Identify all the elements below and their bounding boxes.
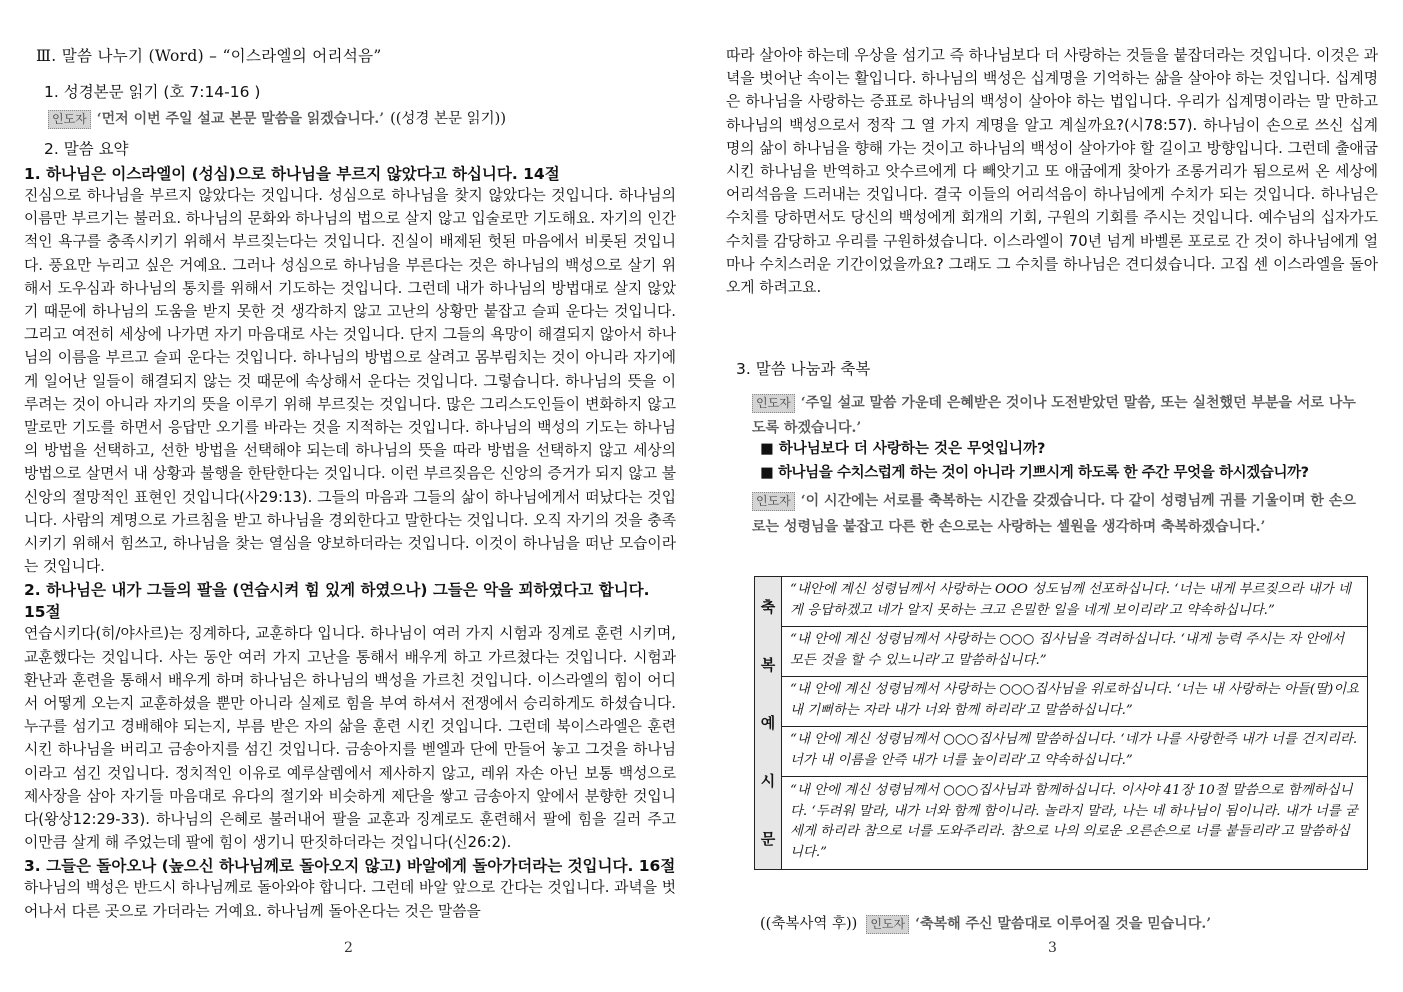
- leader-sharing-text: ‘주일 설교 말씀 가운데 은혜받은 것이나 도전받았던 말씀, 또는 실천했던 부분을 서로 나누도록 하겠습니다.’: [752, 395, 1356, 436]
- closing-line: [760, 912, 1211, 934]
- question-item: ■ 하나님을 수치스럽게 하는 것이 아니라 기쁘시게 하도록 한 주간 무엇을 하시겠습니까?: [760, 465, 1309, 481]
- side-char: 시: [760, 772, 776, 790]
- leader-reading-text: ‘먼저 이번 주일 설교 본문 말씀을 읽겠습니다.’: [96, 111, 385, 127]
- question-item: ■ 하나님보다 더 사랑하는 것은 무엇입니까?: [760, 441, 1046, 457]
- reading-instruction: [48, 107, 506, 129]
- leader-blessing-text: ‘이 시간에는 서로를 축복하는 시간을 갖겠습니다. 다 같이 성령님께 귀를 기울이며 한 손으로는 성령님을 붙잡고 다른 한 손으로는 사랑하는 셀원을 생각하며 축복하겠습니다.’: [752, 493, 1356, 535]
- side-char: 문: [760, 830, 776, 848]
- right-page: [702, 0, 1403, 992]
- side-char: 예: [760, 714, 776, 732]
- side-char: 축: [760, 598, 776, 616]
- closing-leader-text: ‘축복해 주신 말씀대로 이루어질 것을 믿습니다.’: [915, 916, 1212, 932]
- leader-tag: 인도자: [752, 394, 795, 413]
- point1-title: 1. 하나님은 이스라엘이 (성심)으로 하나님을 부르지 않았다고 하십니다. 14절: [24, 165, 560, 183]
- blessing-item: “내 안에 계신 성령님께서 ○○○집사님께 말씀하십니다. ‘네가 나를 사랑한즉 내가 너를 건지리라. 너가 내 이름을 안즉 내가 너를 높이리라’고 약속하십니다.”: [782, 726, 1368, 776]
- sharing-instruction: [752, 390, 1368, 440]
- point3-body: 하나님의 백성은 반드시 하나님께로 돌아와야 합니다. 그런데 바알 앞으로 간다는 것입니다. 과녁을 벗어나서 다른 곳으로 가더라는 거예요. 하나님께 돌아온다는 것은 말씀을: [24, 879, 676, 920]
- blessing-item: “내 안에 계신 성령님께서 사랑하는 ○○○집사님을 위로하십니다. ‘너는 내 사랑하는 아들(딸)이요 내 기뻐하는 자라 내가 너와 함께 하리라’고 말씀하십니다.”: [782, 676, 1368, 726]
- summary-body: [24, 162, 676, 923]
- point3-title: 3. 그들은 돌아오나 (높으신 하나님께로 돌아오지 않고) 바알에게 돌아가더라는 것입니다. 16절: [24, 857, 676, 876]
- blessing-instruction: [752, 488, 1368, 539]
- heading-summary: 2. 말씀 요약: [44, 140, 129, 158]
- leader-tag: 인도자: [48, 110, 91, 129]
- continued-body: 따라 살아야 하는데 우상을 섬기고 즉 하나님보다 더 사랑하는 것들을 붙잡더라는 것입니다. 이것은 과녁을 벗어난 속이는 활입니다. 하나님의 백성은 십계명을 기억하는 삶을 살아야 하는 것입니다. 십계명은 하나님을 사랑하는 증표로 하나님의 백성이 살아야 하는 법입니다. 우리가 십계명이라는 말 만하고 하나님의 백성으로서 정작 그 열 가지 계명을 알고 계실까요?(시78:57). 하나님이 손으로 쓰신 십계명의 삶이 하나님을 향해 가는 것이고 하나님의 백성이 살아가야 할 길이고 방향입니다. 그런데 출애굽 시킨 하나님을 반역하고 앗수르에게 다 빼앗기고 또 애굽에게 찾아가 조롱거리가 됨으로써 온 세상에 어리석음을 드러내는 것입니다. 결국 이들의 어리석음이 하나님에게 수치가 되는 것입니다. 하나님은 수치를 당하면서도 당신의 백성에게 회개의 기회, 구원의 기회를 주시는 것입니다. 예수님의 십자가도 수치를 감당하고 우리를 구원하셨습니다. 이스라엘이 70년 넘게 바벨론 포로로 간 것이 하나님에게 얼마나 수치스러운 기간이었을까요? 그래도 그 수치를 하나님은 견디셨습니다. 고집 센 이스라엘을 돌아오게 하려고요.: [726, 47, 1378, 297]
- heading-sharing-blessing: 3. 말씀 나눔과 축복: [736, 360, 871, 378]
- page-number-left: 2: [344, 940, 353, 956]
- leader-tag: 인도자: [866, 915, 909, 934]
- section-title: Ⅲ. 말씀 나누기 (Word) – “이스라엘의 어리석음”: [36, 47, 382, 65]
- side-char: 복: [760, 656, 776, 674]
- leader-tag: 인도자: [752, 492, 795, 511]
- blessing-item: “내 안에 계신 성령님께서 ○○○집사님과 함께하십니다. 이사야 41장 10절 말씀으로 함께하십니다. ‘두려워 말라, 내가 너와 함께 함이니라. 놀라지 말라, 나는 네 하나님이 됨이니라. 내가 너를 굳세게 하리라 참으로 너를 도와주리라. 참으로 나의 의로운 오른손으로 너를 붙들리라’고 말씀하십니다.”: [782, 776, 1368, 870]
- point1-body: 진심으로 하나님을 부르지 않았다는 것입니다. 성심으로 하나님을 찾지 않았다는 것입니다. 하나님의 이름만 부르기는 불러요. 하나님의 문화와 하나님의 법으로 살지 않고 입술로만 기도해요. 자기의 인간적인 욕구를 충족시키기 위해서 부르짖는다는 것입니다. 진실이 배제된 헛된 마음에서 비롯된 것입니다. 풍요만 누리고 싶은 거예요. 그러나 성심으로 하나님을 부른다는 것은 하나님의 백성으로 살기 위해서 도우심과 하나님의 통치를 위해서 기도하는 것입니다. 그런데 내가 하나님의 방법대로 살지 않았기 때문에 하나님의 도움을 받지 못한 것 생각하지 않고 고난의 상황만 붙잡고 슬피 운다는 것입니다. 그리고 여전히 세상에 나가면 자기 마음대로 사는 것입니다. 단지 그들의 욕망이 해결되지 않아서 하나님의 이름을 부르고 슬피 운다는 것입니다. 하나님의 방법으로 살려고 몸부림치는 것이 아니라 자기에게 일어난 일들이 해결되지 않는 것 때문에 속상해서 운다는 것입니다. 그렇습니다. 하나님의 뜻을 이루려는 것이 아니라 자기의 뜻을 이루기 위해 부르짖는 것입니다. 많은 그리스도인들이 변화하지 않고 말로만 기도를 하면서 응답만 오기를 바라는 것을 지적하는 것입니다. 하나님의 백성의 기도는 하나님의 방법을 선택하고, 선한 방법을 선택해야 되는데 하나님의 뜻을 따라 방법을 선택하지 않고 세상의 방법으로 살면서 내 상황과 불행을 한탄한다는 것입니다. 이런 부르짖음은 신앙의 증거가 되지 않고 불신앙의 절망적인 표현인 것입니다(사29:13). 그들의 마음과 그들의 삶이 하나님에게서 떠났다는 것입니다. 사람의 계명으로 가르침을 받고 하나님을 경외한다고 말한다는 것입니다. 오직 자기의 것을 충족시키기 위해서 힘쓰고, 하나님을 찾는 열심을 양보하더라는 것입니다. 이것이 하나님을 떠난 모습이라는 것입니다.: [24, 187, 676, 576]
- closing-note: ((축복사역 후)): [760, 916, 858, 932]
- page-number-right: 3: [1048, 940, 1057, 956]
- reading-note: ((성경 본문 읽기)): [390, 111, 506, 127]
- point2-title: 2. 하나님은 내가 그들의 팔을 (연습시켜 힘 있게 하였으나) 그들은 악을 꾀하였다고 합니다. 15절: [24, 581, 650, 622]
- blessing-item: “내안에 계신 성령님께서 사랑하는 OOO 성도님께 선포하십니다. ‘너는 내게 부르짖으라 내가 네게 응답하겠고 네가 알지 못하는 크고 은밀한 일을 네게 보이리라’고 약속하십니다.”: [782, 577, 1368, 627]
- question-list: [760, 437, 1400, 485]
- left-page: [0, 0, 700, 992]
- point2-body: 연습시키다(히/야사르)는 징계하다, 교훈하다 입니다. 하나님이 여러 가지 시험과 징계로 훈련 시키며, 교훈했다는 것입니다. 사는 동안 여러 가지 고난을 통해서 배우게 하고 가르쳤다는 것입니다. 시험과 환난과 훈련을 통해서 배우게 하며 하나님은 하나님의 백성을 가르친 것입니다. 이스라엘의 힘이 어디서 어떻게 오는지 교훈하셨을 뿐만 아니라 실제로 힘을 부여 하셔서 전쟁에서 승리하게도 하셨습니다. 누구를 섬기고 경배해야 되는지, 부름 받은 자의 삶을 훈련 시킨 것입니다. 그런데 북이스라엘은 훈련 시킨 하나님을 버리고 금송아지를 섬긴 것입니다. 금송아지를 벧엘과 단에 만들어 놓고 그것을 하나님이라고 섬긴 것입니다. 정치적인 이유로 예루살렘에서 제사하지 않고, 레위 자손 아닌 보통 백성으로 제사장을 삼아 자기들 마음대로 유다의 절기와 비슷하게 제단을 쌓고 금송아지 앞에서 분향한 것입니다(왕상12:29-33). 하나님의 은혜로 불러내어 팔을 교훈과 징계로도 훈련해서 팔에 힘을 길러 주고 이만큼 살게 해 주었는데 팔에 힘이 생기니 딴짓하더라는 것입니다(신26:2).: [24, 625, 676, 852]
- blessing-side-label: [755, 577, 782, 870]
- heading-bible-reading: 1. 성경본문 읽기 (호 7:14-16 ): [44, 83, 261, 101]
- blessing-table: [754, 576, 1368, 870]
- blessing-item: “내 안에 계신 성령님께서 사랑하는 ○○○ 집사님을 격려하십니다. ‘내게 능력 주시는 자 안에서 모든 것을 할 수 있느니라’고 말씀하십니다.”: [782, 626, 1368, 676]
